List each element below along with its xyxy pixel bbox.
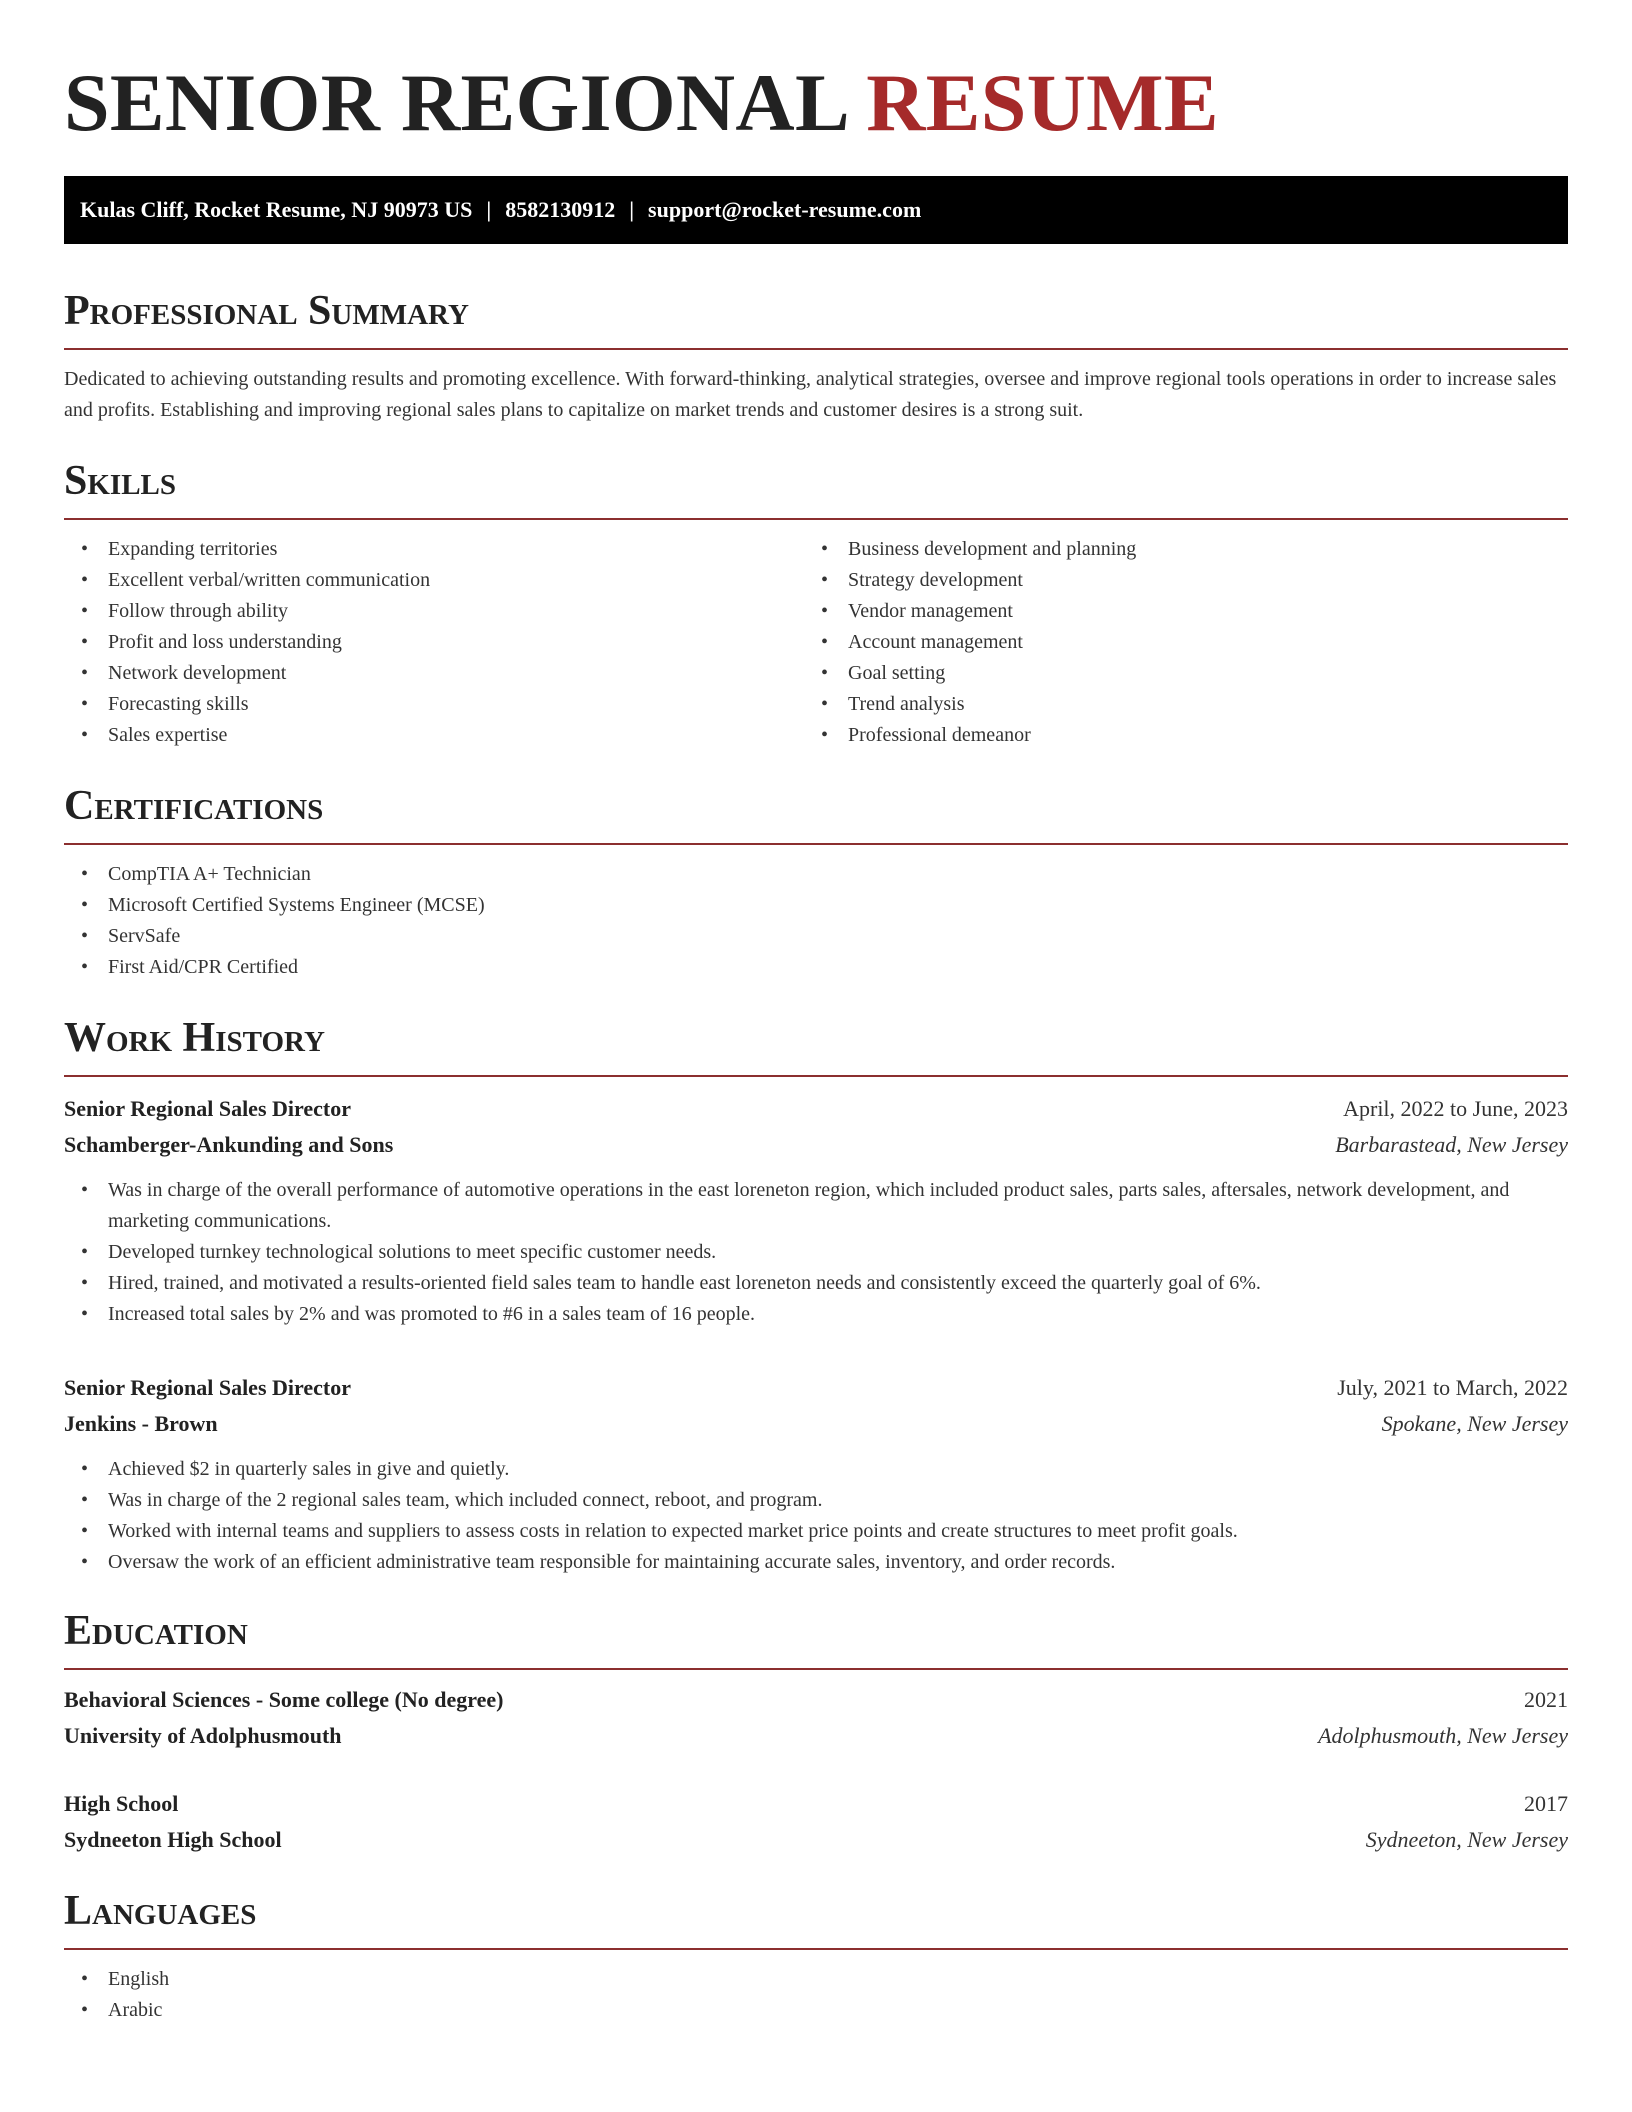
title-accent: RESUME [866,57,1219,148]
education-entry [64,1786,1568,1858]
job-title-row [64,1091,1568,1127]
certification-item: • Microsoft Certified Systems Engineer (MCSE) [64,890,1568,921]
education-location: Adolphusmouth, New Jersey [1318,1723,1568,1748]
work-history-section [64,1013,1568,1578]
education-school-row [64,1822,1568,1858]
job-company-row [64,1406,1568,1442]
certifications-list [64,859,1568,983]
job-bullet: • Increased total sales by 2% and was promoted to #6 in a sales team of 16 people. [64,1299,1568,1330]
skill-item: • Trend analysis [804,689,1544,720]
job-bullet: • Was in charge of the overall performance of automotive operations in the east loreneton region, which included product sales, parts sales, aftersales, network development, and marketing communications. [64,1175,1568,1237]
education-school: Sydneeton High School [64,1827,282,1852]
skills-columns [64,520,1568,751]
certification-item: • ServSafe [64,921,1568,952]
job-title-row [64,1370,1568,1406]
job-title: Senior Regional Sales Director [64,1096,351,1121]
education-degree-row [64,1682,1568,1718]
job-dates: July, 2021 to March, 2022 [1337,1375,1568,1400]
job-title: Senior Regional Sales Director [64,1375,351,1400]
job-location: Barbarastead, New Jersey [1335,1132,1568,1157]
languages-section [64,1886,1568,2026]
skill-item: • Goal setting [804,658,1544,689]
certifications-section [64,781,1568,983]
job-bullets [64,1454,1568,1578]
skills-list-right [804,534,1544,751]
contact-separator: | [629,197,635,222]
education-degree: High School [64,1791,179,1816]
education-degree: Behavioral Sciences - Some college (No degree) [64,1687,504,1712]
job-dates: April, 2022 to June, 2023 [1343,1096,1568,1121]
contact-address: Kulas Cliff, Rocket Resume, NJ 90973 US [80,197,473,222]
education-entry [64,1682,1568,1754]
job-bullet: • Achieved $2 in quarterly sales in give and quietly. [64,1454,1568,1485]
title-main: SENIOR REGIONAL [64,57,846,148]
education-heading: Education [64,1606,1568,1670]
skill-item: • Professional demeanor [804,720,1544,751]
contact-email: support@rocket-resume.com [648,197,922,222]
summary-section [64,286,1568,426]
skill-item: • Sales expertise [64,720,804,751]
certifications-heading: Certifications [64,781,1568,845]
education-school-row [64,1718,1568,1754]
skill-item: • Follow through ability [64,596,804,627]
contact-separator: | [486,197,492,222]
summary-text: Dedicated to achieving outstanding results and promoting excellence. With forward-thinking, analytical strategies, oversee and improve regional tools operations in order to increase sales and profits. Establishing and improving regional sales plans to capitalize on market trends and customer desires is a strong suit. [64,368,1557,421]
language-item: • Arabic [64,1995,1568,2026]
resume-title [64,58,1568,148]
education-degree-row [64,1786,1568,1822]
skill-item: • Network development [64,658,804,689]
job-company: Schamberger-Ankunding and Sons [64,1132,394,1157]
certification-item: • First Aid/CPR Certified [64,952,1568,983]
job-bullet: • Oversaw the work of an efficient administrative team responsible for maintaining accurate sales, inventory, and order records. [64,1547,1568,1578]
certification-item: • CompTIA A+ Technician [64,859,1568,890]
contact-phone: 8582130912 [505,197,616,222]
skill-item: • Excellent verbal/written communication [64,565,804,596]
languages-list [64,1964,1568,2026]
work-history-heading: Work History [64,1013,1568,1077]
skill-item: • Business development and planning [804,534,1544,565]
skill-item: • Forecasting skills [64,689,804,720]
job-company-row [64,1127,1568,1163]
education-year: 2017 [1524,1791,1568,1816]
contact-bar [64,176,1568,244]
skill-item: • Expanding territories [64,534,804,565]
job-bullet: • Was in charge of the 2 regional sales team, which included connect, reboot, and program. [64,1485,1568,1516]
summary-heading: Professional Summary [64,286,1568,350]
education-year: 2021 [1524,1687,1568,1712]
languages-heading: Languages [64,1886,1568,1950]
skill-item: • Profit and loss understanding [64,627,804,658]
job-company: Jenkins - Brown [64,1411,218,1436]
job-bullet: • Worked with internal teams and suppliers to assess costs in relation to expected market price points and create structures to meet profit goals. [64,1516,1568,1547]
education-school: University of Adolphusmouth [64,1723,342,1748]
skill-item: • Strategy development [804,565,1544,596]
skills-section [64,456,1568,751]
education-section [64,1606,1568,1858]
skills-heading: Skills [64,456,1568,520]
education-location: Sydneeton, New Jersey [1365,1827,1568,1852]
skills-list-left [64,534,804,751]
job-entry [64,1370,1568,1578]
language-item: • English [64,1964,1568,1995]
skill-item: • Vendor management [804,596,1544,627]
job-bullets [64,1175,1568,1330]
job-entry [64,1091,1568,1330]
job-bullet: • Hired, trained, and motivated a results-oriented field sales team to handle east loreneton needs and consistently exceed the quarterly goal of 6%. [64,1268,1568,1299]
skill-item: • Account management [804,627,1544,658]
job-location: Spokane, New Jersey [1381,1411,1568,1436]
job-bullet: • Developed turnkey technological solutions to meet specific customer needs. [64,1237,1568,1268]
